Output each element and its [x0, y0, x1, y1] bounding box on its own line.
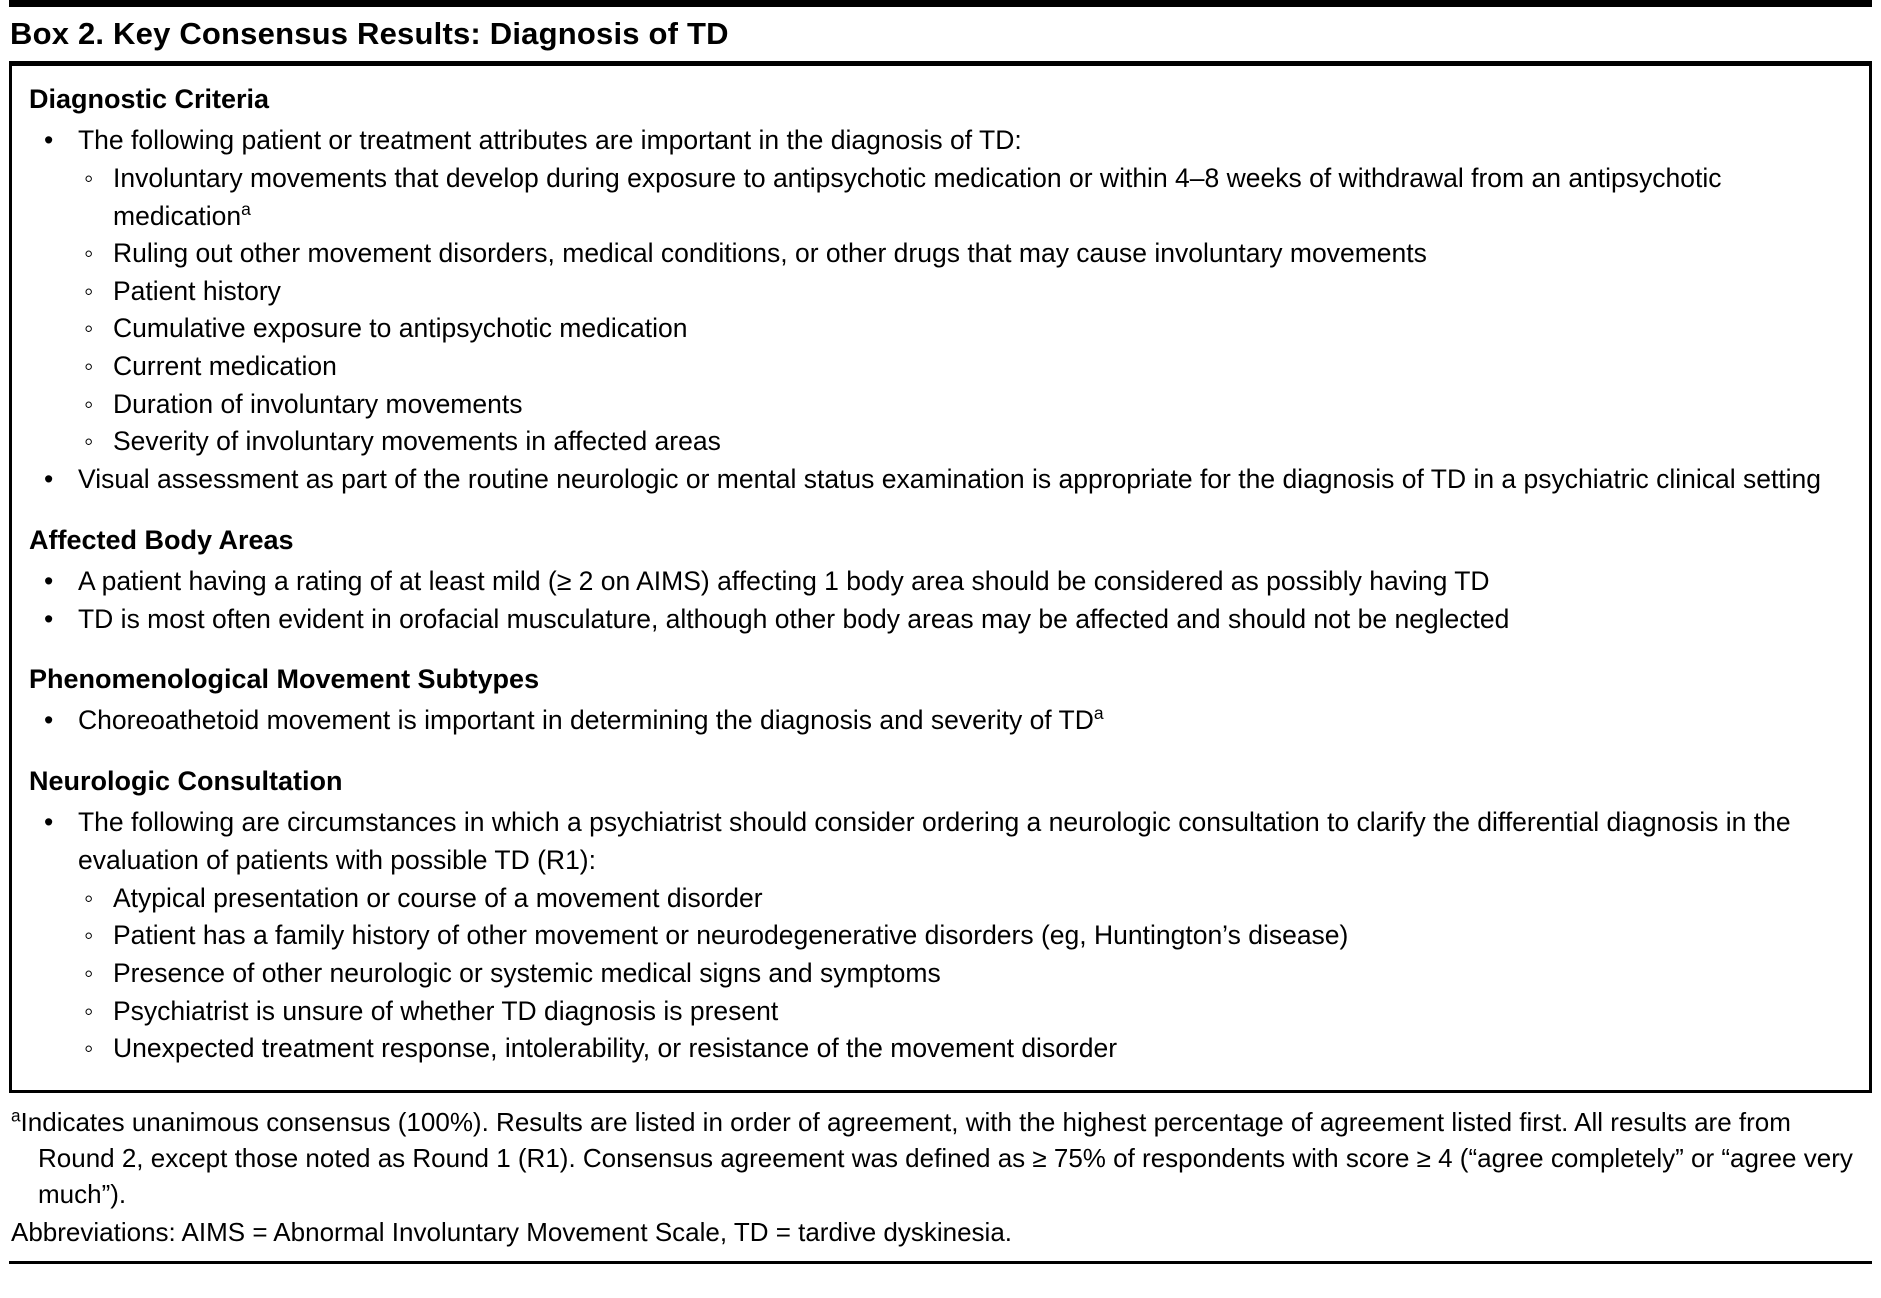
sub-bullet-text	[113, 160, 1845, 235]
item-text: Unexpected treatment response, intolerability, or resistance of the movement disorder	[113, 1033, 1118, 1064]
sub-bullet-marker-icon: ◦	[84, 275, 94, 306]
footnote-abbreviations: Abbreviations: AIMS = Abnormal Involuntary Movement Scale, TD = tardive dyskinesia.	[11, 1217, 1012, 1248]
bullet-text	[78, 702, 1845, 740]
section-phenomenological-movement-subtypes	[28, 660, 1845, 740]
top-rule	[9, 0, 1872, 7]
bullet-text	[78, 601, 1845, 639]
sub-bullet-item	[84, 310, 1845, 348]
bullet-content	[78, 702, 1845, 740]
sub-bullet-item	[84, 917, 1845, 955]
sub-bullet-text	[113, 310, 1845, 348]
sub-bullet-item	[84, 423, 1845, 461]
sub-bullet-marker-icon: ◦	[84, 426, 94, 457]
consensus-box	[9, 63, 1872, 1093]
bullet-marker-icon: •	[44, 565, 54, 596]
sub-bullet-marker-icon: ◦	[84, 351, 94, 382]
sub-bullet-marker-icon: ◦	[84, 957, 94, 988]
footnotes	[9, 1105, 1872, 1252]
item-text: Patient has a family history of other movement or neurodegenerative disorders (eg, Huntington’s disease)	[113, 920, 1349, 951]
sub-bullet-text	[113, 423, 1845, 461]
section-heading: Affected Body Areas	[29, 524, 294, 555]
item-text: The following patient or treatment attributes are important in the diagnosis of TD:	[78, 125, 1022, 156]
bullet-content	[78, 804, 1845, 1067]
section-heading: Diagnostic Criteria	[29, 84, 270, 114]
bullet-list	[28, 122, 1845, 498]
section-affected-body-areas	[28, 521, 1845, 639]
bullet-list	[28, 804, 1845, 1067]
section-heading: Neurologic Consultation	[29, 766, 343, 797]
sub-bullet-list	[78, 160, 1845, 461]
item-text: Involuntary movements that develop during exposure to antipsychotic medication or within 4–8 weeks of withdrawal from an antipsychotic medication	[113, 162, 1722, 231]
bullet-marker-icon: •	[44, 125, 54, 156]
sub-bullet-text	[113, 993, 1845, 1031]
item-text: Ruling out other movement disorders, medical conditions, or other drugs that may cause involuntary movements	[113, 238, 1427, 269]
item-text: Duration of involuntary movements	[113, 388, 523, 419]
bullet-item	[44, 702, 1845, 740]
sub-bullet-marker-icon: ◦	[84, 995, 94, 1026]
item-text: The following are circumstances in which a psychiatrist should consider ordering a neurologic consultation to clarify the differential diagnosis in the evaluation of patients with possible TD (R1):	[78, 807, 1791, 876]
sub-bullet-text	[113, 348, 1845, 386]
bullet-item	[44, 563, 1845, 601]
item-text: Presence of other neurologic or systemic medical signs and symptoms	[113, 957, 941, 988]
bottom-rule	[9, 1261, 1872, 1264]
sub-bullet-text	[113, 1030, 1845, 1068]
bullet-text	[78, 461, 1845, 499]
sub-bullet-item	[84, 955, 1845, 993]
sub-bullet-text	[113, 235, 1845, 273]
sub-bullet-marker-icon: ◦	[84, 238, 94, 269]
sub-bullet-marker-icon: ◦	[84, 313, 94, 344]
sub-bullet-text	[113, 955, 1845, 993]
footnote-consensus	[11, 1105, 1870, 1213]
sub-bullet-item	[84, 880, 1845, 918]
item-text: Atypical presentation or course of a movement disorder	[113, 882, 763, 913]
bullet-item	[44, 461, 1845, 499]
bullet-marker-icon: •	[44, 463, 54, 494]
bullet-text	[78, 563, 1845, 601]
sub-bullet-item	[84, 160, 1845, 235]
item-text: Visual assessment as part of the routine neurologic or mental status examination is appropriate for the diagnosis of TD in a psychiatric clinical setting	[78, 463, 1822, 494]
bullet-item	[44, 601, 1845, 639]
superscript-note-marker: a	[1093, 703, 1104, 724]
sub-bullet-item	[84, 348, 1845, 386]
bullet-marker-icon: •	[44, 705, 54, 736]
bullet-list	[28, 563, 1845, 638]
sub-bullet-text	[113, 917, 1845, 955]
sub-bullet-text	[113, 273, 1845, 311]
item-text: Choreoathetoid movement is important in determining the diagnosis and severity of TD	[78, 705, 1094, 736]
sub-bullet-item	[84, 235, 1845, 273]
section-diagnostic-criteria	[28, 80, 1845, 499]
item-text: Psychiatrist is unsure of whether TD diagnosis is present	[113, 995, 779, 1026]
sub-bullet-marker-icon: ◦	[84, 388, 94, 419]
bullet-text	[78, 804, 1845, 879]
sub-bullet-marker-icon: ◦	[84, 162, 94, 193]
item-text: Cumulative exposure to antipsychotic medication	[113, 313, 688, 344]
sub-bullet-marker-icon: ◦	[84, 920, 94, 951]
item-text: Current medication	[113, 351, 337, 382]
bullet-content	[78, 563, 1845, 601]
section-neurologic-consultation	[28, 762, 1845, 1068]
footnote-superscript: a	[11, 1105, 21, 1126]
sub-bullet-list	[78, 880, 1845, 1068]
sub-bullet-marker-icon: ◦	[84, 882, 94, 913]
bullet-item	[44, 122, 1845, 461]
superscript-note-marker: a	[241, 198, 251, 219]
bullet-item	[44, 804, 1845, 1067]
bullet-content	[78, 601, 1845, 639]
sub-bullet-item	[84, 993, 1845, 1031]
bullet-list	[28, 702, 1845, 740]
footnote-text: Indicates unanimous consensus (100%). Results are listed in order of agreement, with the highest percentage of agreement listed first. All results are from Round 2, except those noted as Round 1 (R1). Consensus agreement was defined as ≥ 75% of respondents with score ≥ 4 (“agree completely” or “agree very much”).	[20, 1106, 1853, 1209]
sub-bullet-item	[84, 1030, 1845, 1068]
sub-bullet-item	[84, 273, 1845, 311]
item-text: Patient history	[113, 275, 281, 306]
section-heading: Phenomenological Movement Subtypes	[29, 664, 540, 695]
item-text: Severity of involuntary movements in affected areas	[113, 426, 721, 457]
sub-bullet-marker-icon: ◦	[84, 1033, 94, 1064]
item-text: TD is most often evident in orofacial musculature, although other body areas may be affected and should not be neglected	[78, 603, 1510, 634]
sub-bullet-text	[113, 386, 1845, 424]
bullet-content	[78, 461, 1845, 499]
bullet-marker-icon: •	[44, 807, 54, 838]
sub-bullet-item	[84, 386, 1845, 424]
bullet-marker-icon: •	[44, 603, 54, 634]
bullet-content	[78, 122, 1845, 461]
box-title: Box 2. Key Consensus Results: Diagnosis of TD	[10, 16, 729, 51]
sub-bullet-text	[113, 880, 1845, 918]
item-text: A patient having a rating of at least mild (≥ 2 on AIMS) affecting 1 body area should be considered as possibly having TD	[78, 565, 1490, 596]
bullet-text	[78, 122, 1845, 160]
